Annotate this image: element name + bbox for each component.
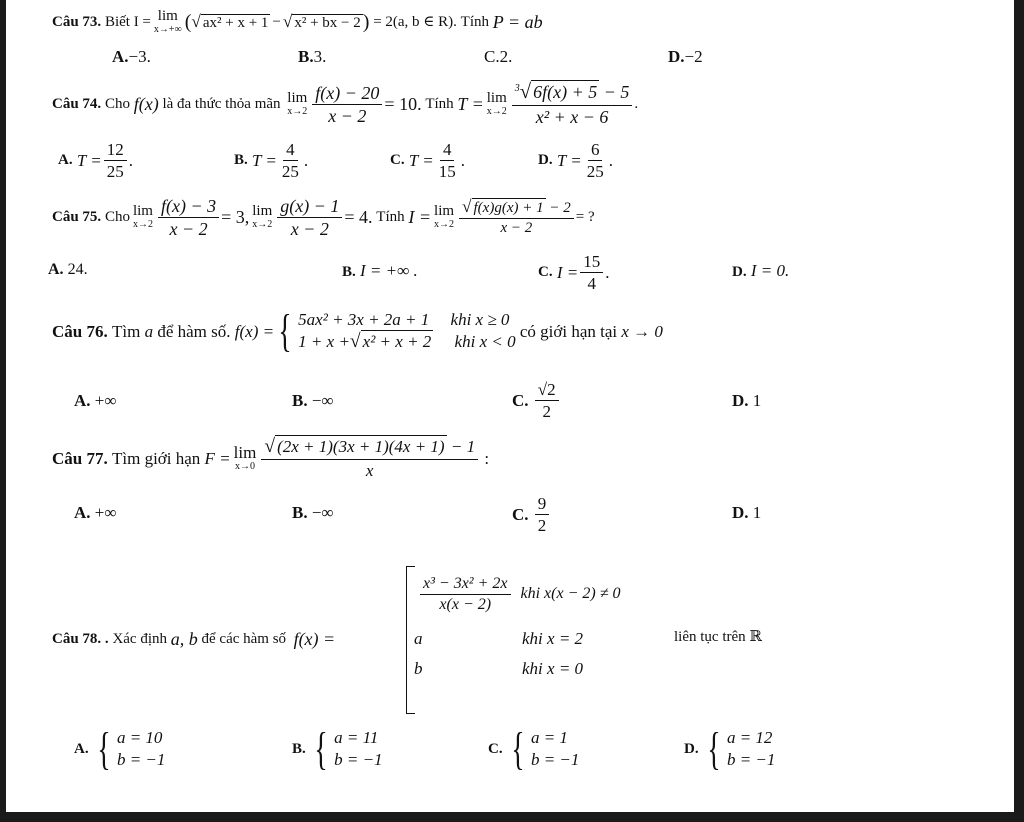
q78-row1-cond: khi x(x − 2) ≠ 0 — [520, 585, 621, 602]
q73-rhs: = 2(a, b ∈ R). — [373, 13, 457, 30]
q75-eq2: = 4. — [344, 207, 373, 227]
q76-brace: { — [278, 305, 292, 356]
q78-option-a: A. { a = 10 b = −1 — [74, 723, 166, 774]
q73-option-c: C.2. — [484, 47, 513, 66]
q75-statement — [52, 188, 595, 246]
q74-t-lhs: T = — [457, 94, 484, 114]
q73-sqrt1: ax² + x + 1 — [202, 14, 269, 31]
q78-label: Câu 78. . — [52, 630, 109, 647]
q78-tail: liên tục trên ℝ — [674, 629, 762, 645]
q73-paren-open: ( — [184, 11, 192, 33]
q78-option-b: B. { a = 11 b = −1 — [292, 723, 383, 774]
q78-row1-fraction: $\frac{\text{x³ − 3x² + 2x}}{x(x - 2)}$ — [420, 576, 511, 613]
q74-tinh: Tính — [425, 95, 454, 112]
right-frame-border — [1014, 0, 1024, 822]
q77-option-c: C. $\frac{9}{2}$ — [512, 486, 551, 542]
q77-statement — [52, 430, 489, 486]
q76-text1: Tìm — [111, 321, 141, 341]
q75-fraction-2: $\frac{g(x) - 1}{x - 2}$ — [277, 197, 342, 238]
q74-cho: Cho — [104, 95, 130, 112]
q74-fraction-2: $\frac{^3√ 6f(x) + 5 - 5}{\text{x² + x − 6}}$ — [512, 82, 633, 126]
q73-option-d: D.−2 — [668, 47, 703, 66]
q78-row2-val: a — [414, 629, 423, 648]
q75-fraction-1: $\frac{f(x) - 3}{x - 2}$ — [158, 197, 219, 238]
q77-option-b: B. −∞ — [292, 503, 334, 522]
q78-statement — [52, 630, 335, 648]
q78-option-c: C. { a = 1 b = −1 — [488, 723, 580, 774]
q78-vars: a, b — [170, 629, 198, 649]
q73-limit — [154, 9, 182, 35]
q75-limit-3: lim x→2 — [434, 203, 455, 230]
q75-question: = ? — [575, 208, 595, 225]
q76-option-d: D. 1 — [732, 391, 762, 410]
q74-option-d: D. T = $\frac{6}{25}$ . — [538, 139, 613, 181]
q78-row1 — [418, 566, 620, 622]
q73-sqrt2: x² + bx − 2 — [294, 14, 361, 31]
q76-text4: x → 0 — [621, 321, 663, 341]
q76-option-a: A. +∞ — [74, 391, 117, 410]
q73-intro: Biết — [104, 13, 130, 30]
q74-statement — [52, 76, 638, 132]
q78-row3-cond: khi x = 0 — [522, 659, 584, 678]
q75-i-lhs: I = — [408, 207, 432, 227]
q76-text3: có giới hạn tại — [519, 321, 618, 341]
q74-option-b: B. T = $\frac{4}{25}$ . — [234, 139, 309, 181]
q76-piecewise: { 5ax² + 3x + 2a + 1 khi x ≥ 0 1 + x +√ x² + x + 2 khi x < 0 — [278, 305, 516, 356]
q76-label: Câu 76. — [52, 321, 108, 341]
q75-tinh: Tính — [376, 208, 405, 225]
q73-lim-sub: x→+∞ — [153, 24, 182, 35]
q73-statement — [52, 8, 543, 36]
q77-text: Tìm giới hạn — [111, 448, 201, 468]
bottom-frame-border — [0, 812, 1024, 822]
q78-row2-cond: khi x = 2 — [522, 629, 584, 648]
q74-limit-2: lim x→2 — [486, 90, 507, 117]
q74-option-c: C. T = $\frac{4}{15}$ . — [390, 139, 465, 181]
q74-desc: là đa thức thỏa mãn — [162, 95, 281, 112]
q73-radical-2: √ — [282, 12, 293, 32]
q78-row3-val: b — [414, 659, 423, 678]
q78-text2: để các hàm số — [201, 630, 287, 647]
q78-f-lhs: f(x) = — [293, 629, 336, 649]
q76-option-c: C. $\frac{√2}{2}$ — [512, 372, 561, 428]
q76-text2: để hàm số. — [157, 321, 231, 341]
q75-limit-2: lim x→2 — [252, 203, 273, 230]
q74-label: Câu 74. — [52, 95, 102, 112]
q73-minus: − — [272, 13, 281, 30]
q73-option-a: A.−3. — [112, 47, 151, 66]
q75-option-a: A. 24. — [48, 261, 88, 278]
q74-fraction-1: $\frac{f(x) - 20}{x - 2}$ — [312, 84, 382, 125]
q73-option-b: B.3. — [298, 47, 327, 66]
q77-option-d: D. 1 — [732, 503, 762, 522]
left-frame-border — [0, 0, 6, 822]
q77-option-a: A. +∞ — [74, 503, 117, 522]
q73-lhs: I = — [133, 13, 151, 30]
q75-fraction-3: $\frac{√ f(x)g(x) + 1 - 2}{x - 2}$ — [459, 198, 574, 236]
q78-option-d: D. { a = 12 b = −1 — [684, 723, 776, 774]
q77-fraction: $\frac{√ (2x + 1)(3x + 1)(4x + 1) - 1}{x}$ — [261, 437, 478, 479]
q76-statement — [52, 300, 663, 362]
q75-label: Câu 75. — [52, 208, 102, 225]
q74-option-a: A. T = $\frac{12}{25}$ . — [58, 139, 133, 181]
q73-paren-close: ) — [362, 11, 370, 33]
q74-eq1: = 10. — [384, 94, 422, 114]
q77-limit: lim x→0 — [233, 443, 257, 472]
q77-label: Câu 77. — [52, 448, 108, 468]
q77-end: : — [484, 448, 490, 468]
q73-lim-word: lim — [157, 8, 178, 24]
q75-option-b: B. I = +∞ . — [342, 261, 418, 280]
q76-f-lhs: f(x) = — [234, 321, 275, 341]
q76-option-b: B. −∞ — [292, 391, 334, 410]
q75-eq1: = 3, — [221, 207, 250, 227]
q73-tinh: Tính — [460, 13, 489, 30]
q75-limit-1: lim x→2 — [132, 203, 153, 230]
q78-text1: Xác định — [112, 630, 168, 647]
q73-target: P = ab — [492, 12, 543, 32]
q73-label: Câu 73. — [52, 13, 102, 30]
q74-fx: f(x) — [133, 94, 159, 114]
q73-radical-1: √ — [191, 12, 201, 32]
q76-var-a: a — [144, 321, 154, 341]
q75-option-d: D. I = 0. — [732, 261, 790, 280]
q74-end: . — [634, 95, 639, 112]
q74-limit-1: lim x→2 — [287, 90, 308, 117]
q75-option-c: C. I = $\frac{15}{4}$ . — [538, 251, 610, 293]
q75-cho: Cho — [104, 208, 130, 225]
q77-f-lhs: F = — [204, 448, 231, 468]
